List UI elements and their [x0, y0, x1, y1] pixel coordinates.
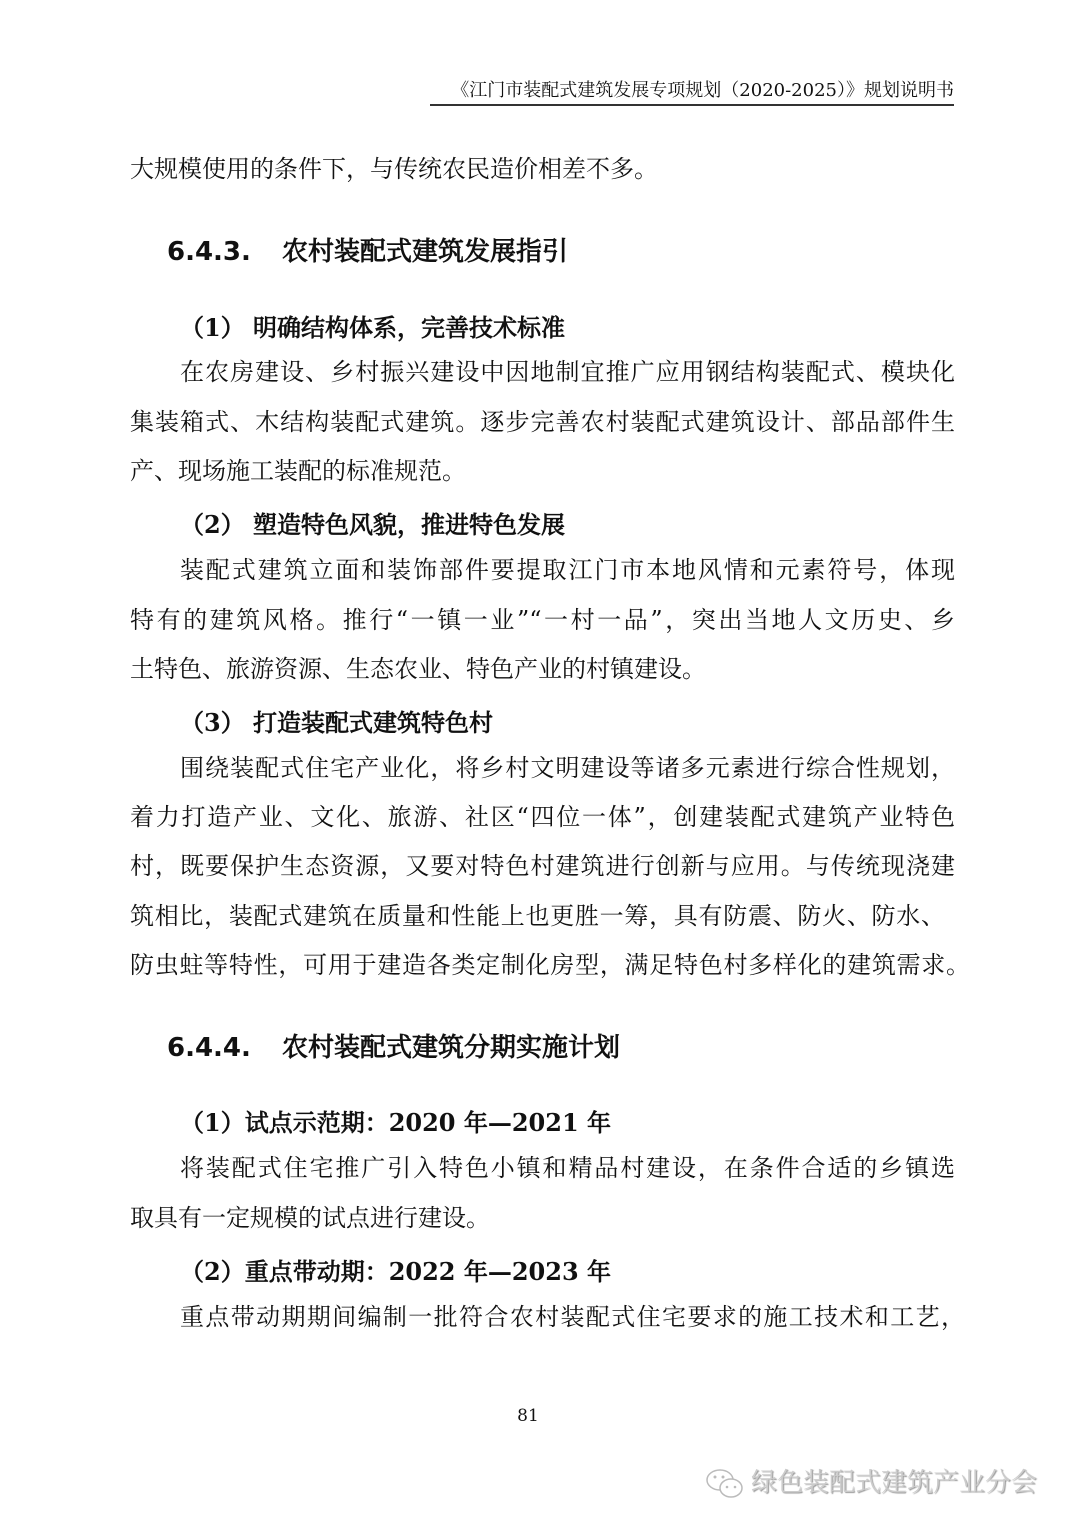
section-title: 农村装配式建筑发展指引	[282, 237, 569, 267]
body-line: 大规模使用的条件下，与传统农民造价相差不多。	[130, 155, 658, 183]
body-line: 产、现场施工装配的标准规范。	[130, 457, 466, 485]
body-line: 集装箱式、木结构装配式建筑。逐步完善农村装配式建筑设计、部品部件生	[130, 408, 955, 436]
body-line: 在农房建设、乡村振兴建设中因地制宜推广应用钢结构装配式、模块化	[180, 358, 955, 386]
subheading: （2）重点带动期：2022 年—2023 年	[180, 1257, 612, 1286]
body-line: 装配式建筑立面和装饰部件要提取江门市本地风情和元素符号，体现	[180, 556, 955, 584]
subheading: （1）试点示范期：2020 年—2021 年	[180, 1108, 612, 1137]
section-title: 农村装配式建筑分期实施计划	[282, 1033, 621, 1063]
body-line: 土特色、旅游资源、生态农业、特色产业的村镇建设。	[130, 655, 706, 683]
body-line: 防虫蛀等特性，可用于建造各类定制化房型，满足特色村多样化的建筑需求。	[130, 951, 970, 979]
section-number: 6.4.3.	[167, 237, 251, 267]
running-header: 《江门市装配式建筑发展专项规划（2020-2025）》规划说明书	[430, 76, 954, 106]
section-number: 6.4.4.	[167, 1033, 251, 1063]
watermark	[705, 1462, 1037, 1501]
body-line: 重点带动期期间编制一批符合农村装配式住宅要求的施工技术和工艺，	[180, 1303, 965, 1331]
page-number: 81	[517, 1406, 539, 1426]
body-line: 特有的建筑风格。推行“一镇一业”“一村一品”，突出当地人文历史、乡	[130, 606, 955, 634]
subheading: （3） 打造装配式建筑特色村	[180, 708, 494, 737]
wechat-icon	[705, 1467, 745, 1501]
subheading: （2） 塑造特色风貌，推进特色发展	[180, 510, 566, 539]
body-line: 村，既要保护生态资源，又要对特色村建筑进行创新与应用。与传统现浇建	[130, 852, 955, 880]
section-heading-6-4-3	[167, 231, 568, 268]
body-line: 筑相比，装配式建筑在质量和性能上也更胜一筹，具有防震、防火、防水、	[130, 902, 945, 930]
subheading: （1） 明确结构体系，完善技术标准	[180, 313, 566, 342]
body-line: 将装配式住宅推广引入特色小镇和精品村建设，在条件合适的乡镇选	[180, 1154, 955, 1182]
body-line: 着力打造产业、文化、旅游、社区“四位一体”，创建装配式建筑产业特色	[130, 803, 955, 831]
body-line: 取具有一定规模的试点进行建设。	[130, 1204, 490, 1232]
watermark-text: 绿色装配式建筑产业分会	[751, 1468, 1038, 1498]
body-line: 围绕装配式住宅产业化，将乡村文明建设等诸多元素进行综合性规划，	[180, 754, 955, 782]
section-heading-6-4-4	[167, 1027, 620, 1064]
